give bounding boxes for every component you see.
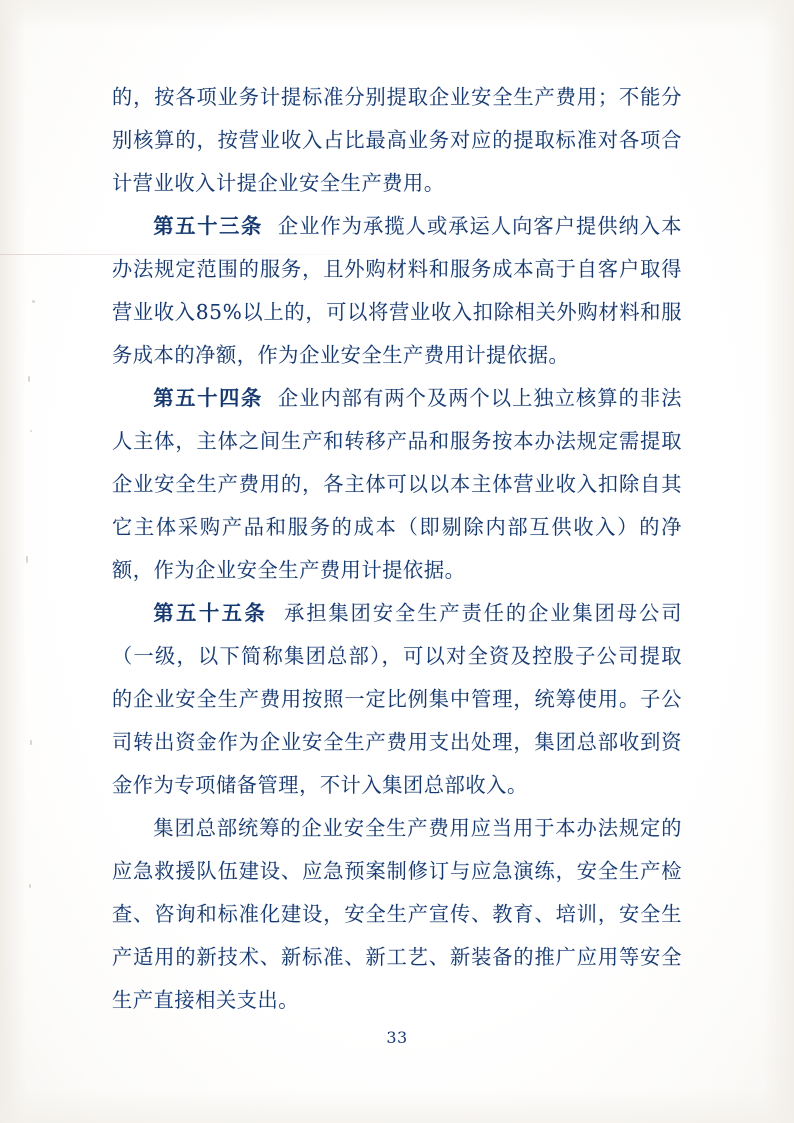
dust-speck [30, 430, 32, 432]
article-53 [112, 205, 682, 377]
article-54-text: 企业内部有两个及两个以上独立核算的非法人主体，主体之间生产和转移产品和服务按本办法规定需提取企业安全生产费用的，各主体可以以本主体营业收入扣除自其它主体采购产品和服务的成本（即剔除内部互供收入）的净额，作为企业安全生产费用计提依据。 [112, 386, 682, 582]
article-55-text: 承担集团安全生产责任的企业集团母公司（一级，以下简称集团总部），可以对全资及控股子公司提取的企业安全生产费用按照一定比例集中管理，统筹使用。子公司转出资金作为企业安全生产费用支出处理，集团总部收到资金作为专项储备管理，不计入集团总部收入。 [112, 601, 682, 797]
dust-speck [32, 300, 35, 303]
page-number: 33 [386, 1028, 408, 1047]
page-edge-shading-top [0, 0, 794, 30]
document-body [112, 76, 682, 1022]
dust-speck [26, 556, 28, 563]
dust-speck [28, 376, 30, 382]
paragraph-text: 集团总部统筹的企业安全生产费用应当用于本办法规定的应急救援队伍建设、应急预案制修订与应急演练，安全生产检查、咨询和标准化建设，安全生产宣传、教育、培训，安全生产适用的新技术、新标准、新工艺、新装备的推广应用等安全生产直接相关支出。 [112, 816, 682, 1012]
dust-speck [30, 740, 32, 745]
dust-speck [29, 884, 31, 888]
page-edge-shading-right [764, 0, 794, 1123]
paragraph-group-headquarters-usage [112, 807, 682, 1022]
page-edge-shading-bottom [0, 1089, 794, 1123]
article-53-label: 第五十三条 [153, 214, 263, 238]
article-53-text: 企业作为承揽人或承运人向客户提供纳入本办法规定范围的服务，且外购材料和服务成本高于自客户取得营业收入85%以上的，可以将营业收入扣除相关外购材料和服务成本的净额，作为企业安全生产费用计提依据。 [112, 214, 682, 367]
article-55-label: 第五十五条 [153, 601, 268, 625]
paragraph-continuation [112, 76, 682, 205]
article-54 [112, 377, 682, 592]
page-edge-shading-left [0, 0, 26, 1123]
paragraph-text: 的，按各项业务计提标准分别提取企业安全生产费用；不能分别核算的，按营业收入占比最高业务对应的提取标准对各项合计营业收入计提企业安全生产费用。 [112, 85, 682, 195]
article-55 [112, 592, 682, 807]
article-54-label: 第五十四条 [153, 386, 263, 410]
